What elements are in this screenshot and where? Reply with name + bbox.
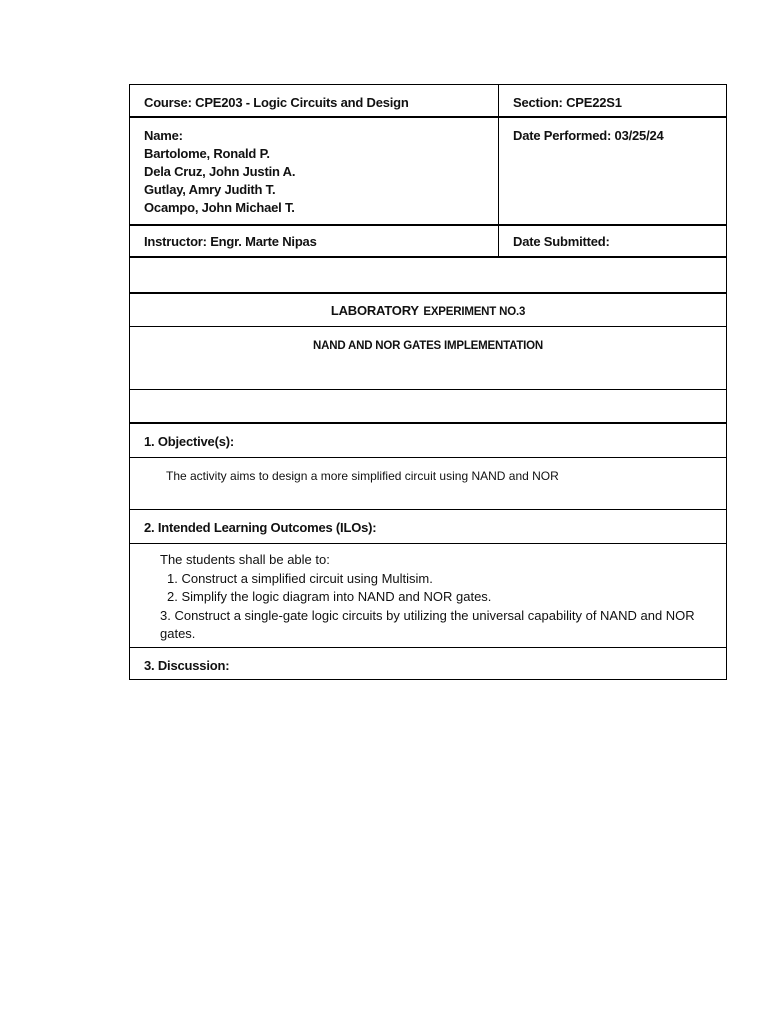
experiment-subtitle: NAND AND NOR GATES IMPLEMENTATION [313, 340, 543, 352]
ilo-content-row [130, 544, 726, 648]
ilo-item: 2. Simplify the logic diagram into NAND and NOR gates. [167, 589, 492, 604]
objectives-text: The activity aims to design a more simplified circuit using NAND and NOR [166, 469, 559, 483]
instructor-label: Instructor: Engr. Marte Nipas [144, 234, 317, 249]
course-cell [130, 85, 499, 116]
date-performed-label: Date Performed: 03/25/24 [513, 128, 664, 143]
discussion-heading: 3. Discussion: [144, 658, 230, 673]
student-name: Gutlay, Amry Judith T. [144, 182, 276, 197]
student-name: Bartolome, Ronald P. [144, 146, 270, 161]
objectives-heading: 1. Objective(s): [144, 434, 234, 449]
ilo-intro: The students shall be able to: [160, 552, 330, 567]
spacer-row-2 [130, 390, 726, 424]
course-row [130, 85, 726, 118]
instructor-row [130, 226, 726, 258]
section-label: Section: CPE22S1 [513, 95, 622, 110]
section-cell [499, 85, 726, 116]
ilo-heading-row [130, 510, 726, 544]
subtitle-row [130, 327, 726, 390]
student-name: Ocampo, John Michael T. [144, 200, 295, 215]
name-label: Name: [144, 128, 183, 143]
date-submitted-label: Date Submitted: [513, 234, 610, 249]
objectives-text-row [130, 458, 726, 510]
objectives-heading-row [130, 424, 726, 458]
spacer-row [130, 258, 726, 294]
ilo-heading: 2. Intended Learning Outcomes (ILOs): [144, 520, 377, 535]
lab-title-row [130, 294, 726, 327]
discussion-heading-row [130, 648, 726, 679]
names-row [130, 118, 726, 226]
lab-title-prefix: LABORATORY [330, 303, 419, 318]
names-cell [130, 118, 499, 224]
course-label: Course: CPE203 - Logic Circuits and Design [144, 95, 409, 110]
lab-title-rest: EXPERIMENT NO.3 [423, 306, 526, 318]
date-submitted-cell [499, 226, 726, 256]
ilo-item: 3. Construct a single-gate logic circuits by utilizing the universal capability of NAND and NOR gates. [160, 607, 695, 641]
date-performed-cell [499, 118, 726, 224]
ilo-item: 1. Construct a simplified circuit using Multisim. [167, 570, 433, 586]
student-name: Dela Cruz, John Justin A. [144, 164, 296, 179]
lab-report-table [129, 84, 727, 680]
instructor-cell [130, 226, 499, 256]
